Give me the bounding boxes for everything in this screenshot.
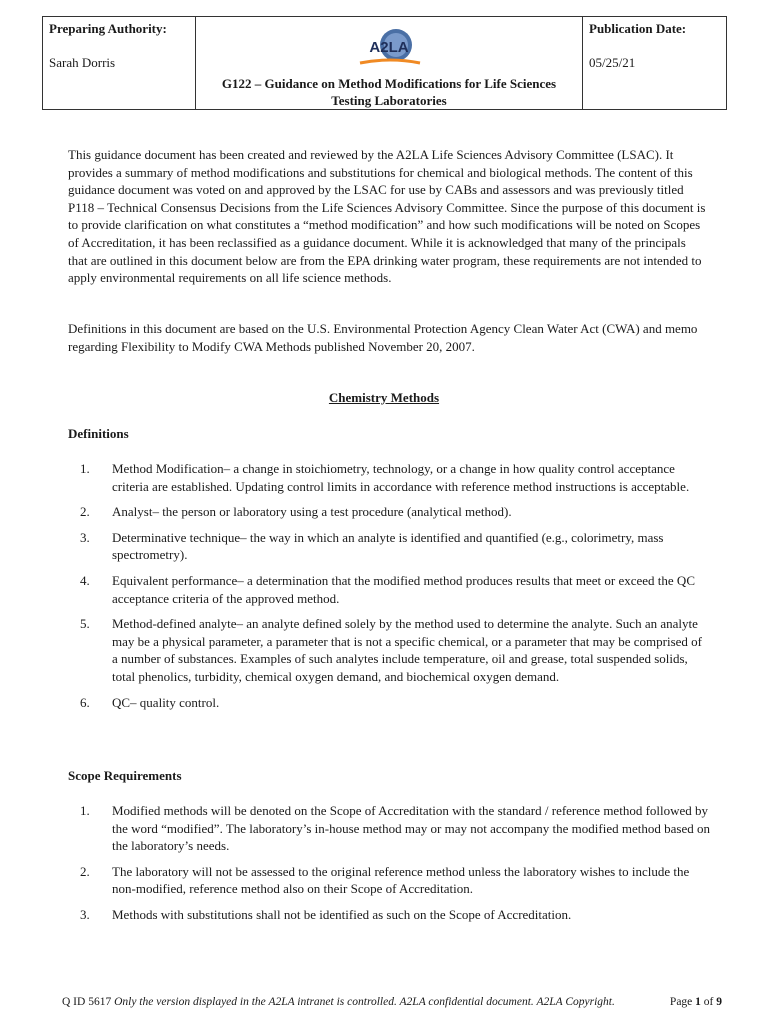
definition-item xyxy=(80,460,710,495)
scope-item xyxy=(80,906,710,924)
scope-requirements-list xyxy=(80,802,710,932)
definition-item-number: 6. xyxy=(80,694,90,710)
definition-item-number: 3. xyxy=(80,529,90,545)
definitions-list xyxy=(80,460,710,719)
page-footer xyxy=(62,996,722,1008)
preparing-authority-name: Sarah Dorris xyxy=(49,55,116,70)
scope-item-number: 3. xyxy=(80,906,90,922)
definition-item xyxy=(80,694,710,712)
definition-item-text: Method Modification– a change in stoichiometry, technology, or a change in how quality control acceptance criteria are established. Updating control limits in accordance with reference method instructions is acceptable. xyxy=(112,461,690,494)
definition-item xyxy=(80,572,710,607)
definition-item-text: QC– quality control. xyxy=(112,694,220,710)
definition-item-text: Analyst– the person or laboratory using a test procedure (analytical method). xyxy=(112,504,512,520)
definitions-heading: Definitions xyxy=(68,426,129,441)
definition-item-text: Equivalent performance– a determination that the modified method produces results that meet or exceed the QC acceptance criteria of the approved method. xyxy=(112,572,695,606)
page-number: Page 1 of 9 xyxy=(669,996,722,1008)
definition-item xyxy=(80,529,710,564)
definition-item-text: Determinative technique– the way in which an analyte is identified and quantified (e.g., colorimetry, mass spectrometry). xyxy=(112,529,664,563)
document-title: G122 – Guidance on Method Modifications for Life Sciences Testing Laboratories xyxy=(221,76,557,108)
scope-item xyxy=(80,863,710,898)
logo-text: A2LA xyxy=(369,39,409,56)
a2la-logo xyxy=(350,25,428,71)
definition-item-number: 1. xyxy=(80,461,90,476)
document-header xyxy=(42,16,727,110)
scope-item-text: Modified methods will be denoted on the Scope of Accreditation with the standard / reference method followed by the word “modified”. The laboratory’s in-house method may or may not accompany the modified method based on the laboratory’s needs. xyxy=(112,803,710,854)
definition-item-number: 5. xyxy=(80,616,90,632)
definitions-basis-paragraph: Definitions in this document are based on the U.S. Environmental Protection Agency Clean Water Act (CWA) and memo regarding Flexibility to Modify CWA Methods published November 20, 2007. xyxy=(68,321,698,354)
scope-item-text: The laboratory will not be assessed to the original reference method unless the laboratory wishes to include the non-modified, reference method also on their Scope of Accreditation. xyxy=(112,863,690,897)
intro-paragraph: This guidance document has been created and reviewed by the A2LA Life Sciences Advisory Committee (LSAC). It provides a summary of method modifications and substitutions for chemical and biological methods. The content of this guidance document was voted on and approved by the LSAC for use by CABs and assessors and was previously titled P118 – Technical Consensus Decisions from the Life Sciences Advisory Committee. Since the purpose of this document is to provide clarification on what constitutes a “method modification” and how such modifications will be noted on Scopes of Accreditation, it has been reclassified as a guidance document. While it is acknowledged that many of the principals that are outlined in this document below are from the EPA drinking water program, these requirements are not intended to apply environmental requirements on all life science methods. xyxy=(68,147,706,286)
publication-date: 05/25/21 xyxy=(589,55,636,70)
definition-item xyxy=(80,615,710,685)
definition-item-number: 2. xyxy=(80,504,90,520)
footer-control-note: Only the version displayed in the A2LA intranet is controlled. A2LA confidential document. A2LA Copyright. xyxy=(114,996,615,1008)
preparing-authority-label: Preparing Authority: xyxy=(49,21,167,36)
scope-item-number: 2. xyxy=(80,863,90,879)
definition-item xyxy=(80,503,710,521)
definition-item-number: 4. xyxy=(80,572,90,588)
scope-item-number: 1. xyxy=(80,803,90,818)
definition-item-text: Method-defined analyte– an analyte defined solely by the method used to determine the analyte. Such an analyte may be a physical parameter, a parameter that is not a specific chemical, or a parameter that may be comprised of a number of substances. Examples of such analytes include temperature, oil and grease, total suspended solids, total phenolics, turbidity, chemical oxygen demand, and biochemical oxygen demand. xyxy=(112,616,702,684)
publication-date-label: Publication Date: xyxy=(589,21,687,36)
scope-item-text: Methods with substitutions shall not be identified as such on the Scope of Accreditation. xyxy=(112,906,572,922)
scope-item xyxy=(80,802,710,855)
chemistry-methods-title: Chemistry Methods xyxy=(328,390,440,405)
scope-requirements-heading: Scope Requirements xyxy=(68,768,182,783)
footer-qid: Q ID 5617 xyxy=(62,996,112,1008)
